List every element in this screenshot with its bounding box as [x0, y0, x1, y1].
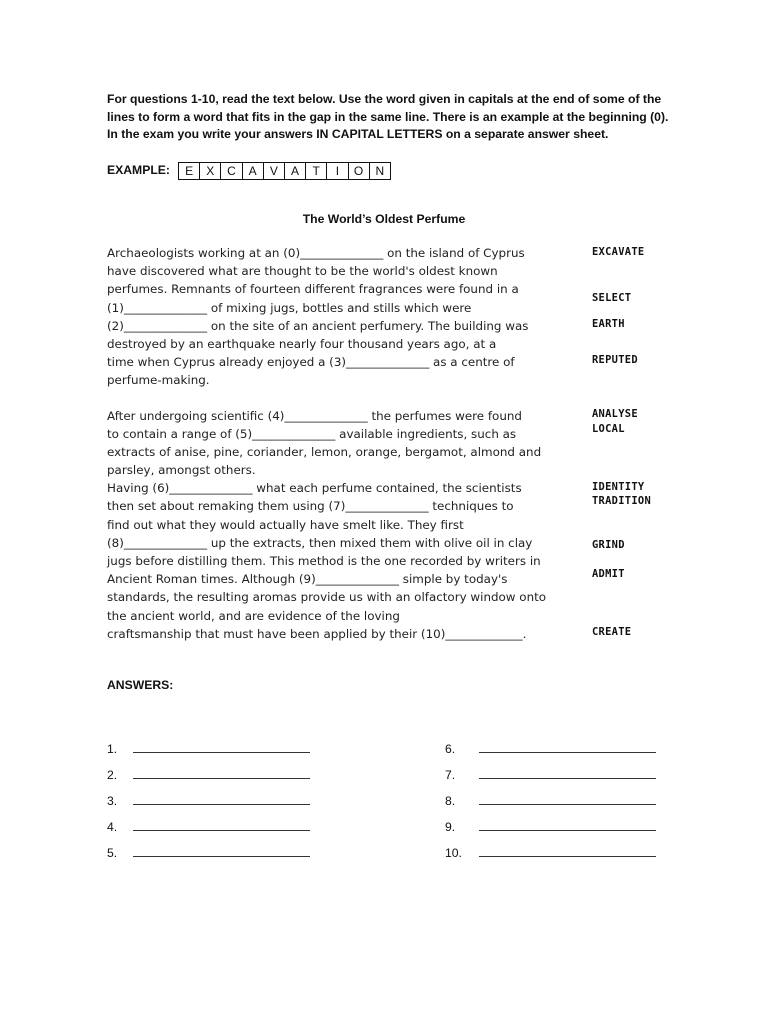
passage-title: The World’s Oldest Perfume [302, 212, 466, 226]
instructions [107, 91, 667, 144]
passage-line: find out what they would actually have smelt like. They first [107, 517, 464, 532]
answer-blank-line[interactable] [133, 768, 310, 779]
answer-number: 2. [107, 768, 118, 782]
instructions-line: In the exam you write your answers IN CAPITAL LETTERS on a separate answer sheet. [107, 127, 609, 141]
answer-number: 1. [107, 742, 118, 756]
answer-number: 8. [445, 794, 456, 808]
answer-blank-line[interactable] [479, 794, 656, 805]
example-letter: C [220, 163, 241, 179]
answer-row[interactable] [107, 742, 310, 756]
passage-line: standards, the resulting aromas provide us with an olfactory window onto [107, 590, 547, 605]
example-letter: A [242, 163, 263, 179]
instructions-line: For questions 1-10, read the text below. Use the word given in capitals at the end of some of the [107, 92, 662, 106]
passage [107, 244, 587, 643]
answer-number: 5. [107, 846, 118, 860]
passage-line: perfume-making. [107, 373, 210, 388]
answer-row[interactable] [445, 820, 656, 834]
example-letter: I [326, 163, 347, 179]
answer-number: 7. [445, 768, 456, 782]
answer-row[interactable] [107, 768, 310, 782]
passage-line: then set about remaking them using (7)______________ techniques to [107, 499, 514, 514]
keyword-local: LOCAL [592, 423, 625, 435]
example-letter: X [199, 163, 220, 179]
passage-line: to contain a range of (5)______________ available ingredients, such as [107, 426, 517, 441]
answer-row[interactable] [107, 794, 310, 808]
passage-line: Ancient Roman times. Although (9)______________ simple by today's [107, 572, 508, 587]
passage-line: (1)______________ of mixing jugs, bottles and stills which were [107, 300, 472, 315]
answer-row[interactable] [445, 846, 656, 860]
example-letter: O [348, 163, 369, 179]
answers-label: ANSWERS: [107, 678, 174, 692]
passage-line: time when Cyprus already enjoyed a (3)______________ as a centre of [107, 355, 515, 370]
example-letter: A [284, 163, 305, 179]
answer-blank-line[interactable] [133, 846, 310, 857]
answer-row[interactable] [107, 820, 310, 834]
answer-number: 6. [445, 742, 456, 756]
keyword-identity: IDENTITY [592, 481, 645, 493]
keyword-admit: ADMIT [592, 568, 625, 580]
answer-blank-line[interactable] [133, 820, 310, 831]
keyword-create: CREATE [592, 626, 632, 638]
keyword-earth: EARTH [592, 318, 625, 330]
passage-line: extracts of anise, pine, coriander, lemon, orange, bergamot, almond and [107, 444, 542, 459]
keyword-reputed: REPUTED [592, 354, 638, 366]
answer-blank-line[interactable] [479, 820, 656, 831]
keyword-select: SELECT [592, 292, 632, 304]
paragraph-gap [107, 390, 587, 407]
answer-row[interactable] [445, 794, 656, 808]
keyword-analyse: ANALYSE [592, 408, 638, 420]
passage-line: craftsmanship that must have been applied by their (10)_____________. [107, 626, 527, 641]
passage-line: Having (6)______________ what each perfume contained, the scientists [107, 481, 522, 496]
answer-number: 3. [107, 794, 118, 808]
passage-line: After undergoing scientific (4)______________ the perfumes were found [107, 408, 522, 423]
answer-blank-line[interactable] [133, 794, 310, 805]
passage-line: the ancient world, and are evidence of the loving [107, 608, 400, 623]
keyword-grind: GRIND [592, 539, 625, 551]
passage-line: jugs before distilling them. This method is the one recorded by writers in [107, 554, 541, 568]
answer-number: 4. [107, 820, 118, 834]
example-letter-boxes [178, 162, 391, 180]
passage-line: (2)______________ on the site of an ancient perfumery. The building was [107, 318, 529, 333]
answer-number: 10. [445, 846, 462, 860]
passage-line: parsley, amongst others. [107, 463, 256, 478]
example-letter: V [263, 163, 284, 179]
answer-row[interactable] [445, 742, 656, 756]
example-label: EXAMPLE: [107, 163, 170, 177]
passage-line: Archaeologists working at an (0)______________ on the island of Cyprus [107, 246, 525, 260]
instructions-line: lines to form a word that fits in the gap in the same line. There is an example at the beginning (0). [107, 109, 669, 124]
answer-row[interactable] [445, 768, 656, 782]
answer-blank-line[interactable] [479, 742, 656, 753]
example-letter: N [369, 163, 390, 179]
passage-line: have discovered what are thought to be the world's oldest known [107, 264, 498, 279]
passage-line: destroyed by an earthquake nearly four thousand years ago, at a [107, 336, 497, 351]
answer-blank-line[interactable] [479, 846, 656, 857]
answer-row[interactable] [107, 846, 310, 860]
passage-line: perfumes. Remnants of fourteen different fragrances were found in a [107, 282, 519, 297]
passage-line: (8)______________ up the extracts, then mixed them with olive oil in clay [107, 535, 533, 550]
answer-blank-line[interactable] [133, 742, 310, 753]
example-letter: E [185, 164, 194, 178]
example-letter: T [305, 163, 326, 179]
keyword-excavate: EXCAVATE [592, 246, 645, 258]
keyword-tradition: TRADITION [592, 495, 652, 507]
answer-blank-line[interactable] [479, 768, 656, 779]
answer-number: 9. [445, 820, 456, 834]
